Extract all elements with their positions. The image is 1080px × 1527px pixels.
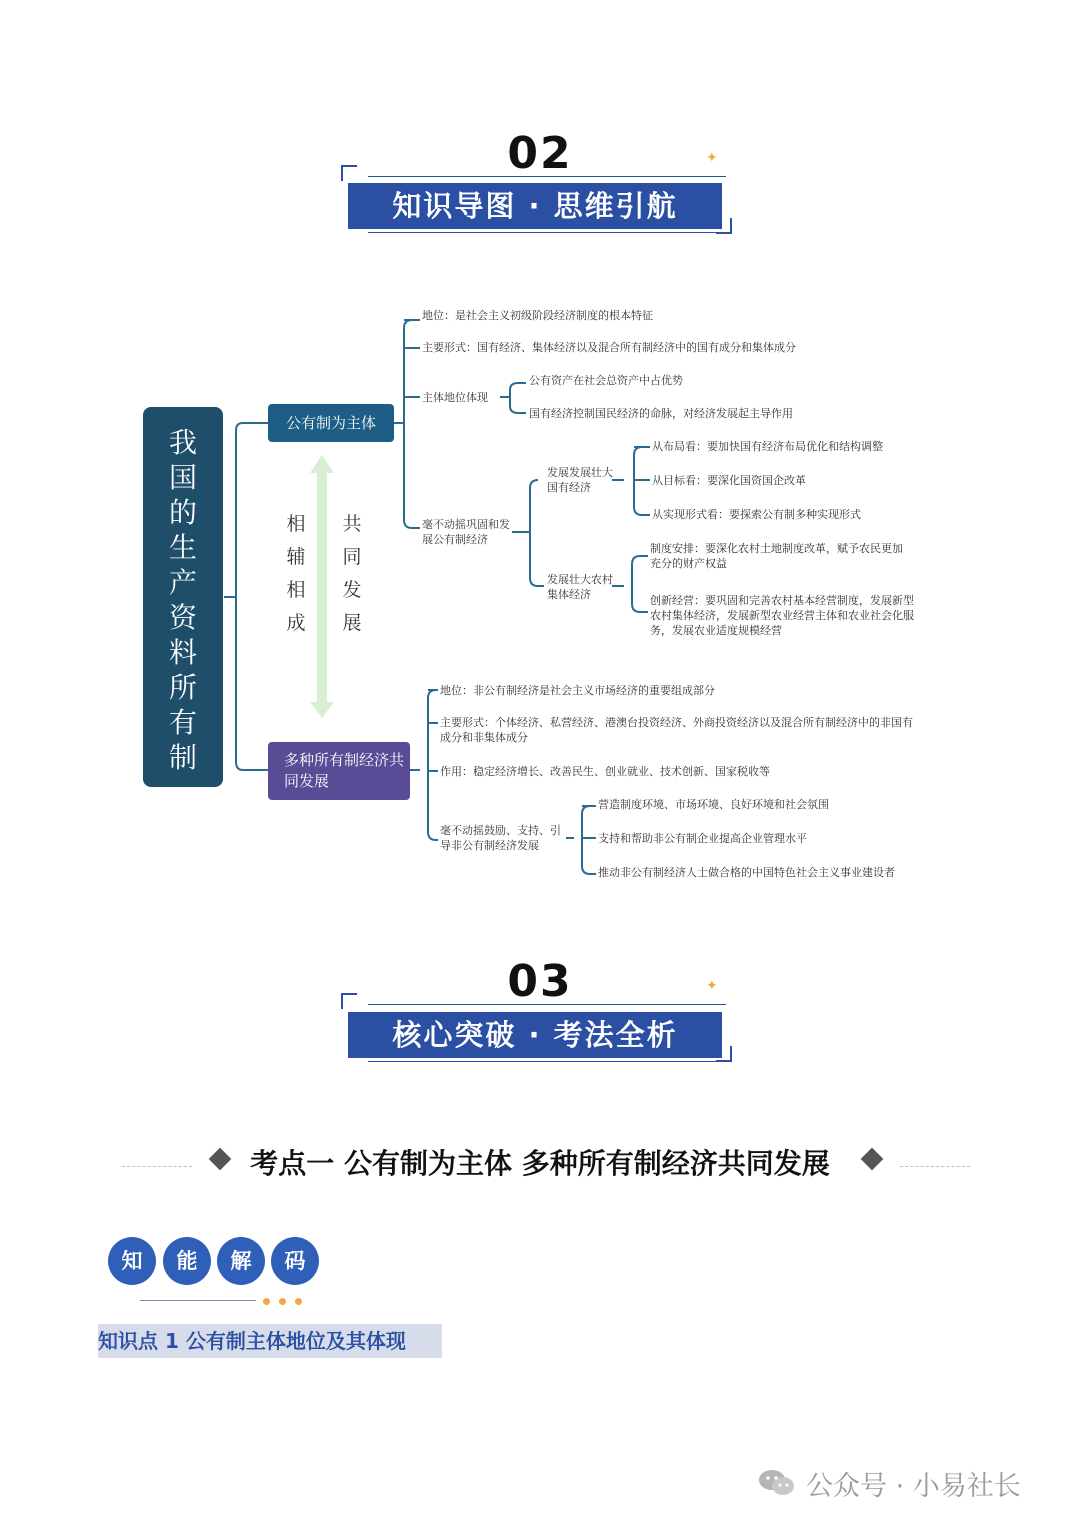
relation-left-text: 相辅相成: [286, 513, 306, 634]
leaf-encourage-3: 推动非公有制经济人士做合格的中国特色社会主义事业建设者: [598, 866, 895, 879]
sparkle-icon-2: ✦: [706, 978, 718, 994]
leaf-encourage-label: 毫不动摇鼓励、支持、引导非公有制经济发展: [440, 824, 561, 852]
sparkle-icon: ✦: [706, 150, 718, 166]
section-title-mindmap: 知识导图 · 思维引航: [348, 183, 722, 229]
wechat-icon: [758, 1468, 796, 1498]
leaf-public-status: 地位：是社会主义初级阶段经济制度的根本特征: [422, 309, 653, 322]
header3-corner-br: [716, 1046, 732, 1062]
exam-point-rule-right: [900, 1166, 970, 1167]
leaf-nonpublic-status: 地位：非公有制经济是社会主义市场经济的重要组成部分: [440, 684, 715, 697]
knowledge-point-title: 知识点 1 公有制主体地位及其体现: [98, 1324, 442, 1358]
leaf-state-3: 从实现形式看：要探索公有制多种实现形式: [652, 508, 861, 521]
dot-3: [295, 1298, 302, 1305]
badge-jie: 解: [217, 1237, 265, 1285]
watermark-text: 公众号 · 小易社长: [806, 1471, 1021, 1502]
dot-2: [279, 1298, 286, 1305]
badge-ma: 码: [271, 1237, 319, 1285]
branch-multiple-ownership: [268, 742, 410, 800]
leaf-collective-1: 制度安排：要深化农村土地制度改革，赋予农民更加充分的财产权益: [650, 542, 903, 570]
section-number-03: 03: [507, 956, 573, 1007]
leaf-nonpublic-role: 作用：稳定经济增长、改善民生、创业就业、技术创新、国家税收等: [440, 765, 770, 778]
header3-bottom-line: [368, 1061, 726, 1062]
leaf-encourage-2: 支持和帮助非公有制企业提高企业管理水平: [598, 832, 807, 845]
leaf-dominant-1: 公有资产在社会总资产中占优势: [529, 374, 683, 387]
leaf-state-label: 发展发展壮大国有经济: [547, 466, 613, 494]
leaf-state-2: 从目标看：要深化国资国企改革: [652, 474, 806, 487]
leaf-public-forms: 主要形式：国有经济、集体经济以及混合所有制经济中的国有成分和集体成分: [422, 341, 796, 354]
leaf-collective-label: 发展壮大农村集体经济: [547, 573, 613, 601]
leaf-state-1: 从布局看：要加快国有经济布局优化和结构调整: [652, 440, 883, 453]
leaf-collective-2: 创新经营：要巩固和完善农村基本经营制度，发展新型农村集体经济，发展新型农业经营主体和农业社会化服务，发展农业适度规模经营: [650, 594, 914, 637]
exam-point-title: 考点一 公有制为主体 多种所有制经济共同发展: [250, 1147, 830, 1180]
badge-underline: [140, 1300, 256, 1301]
section-title-core: 核心突破 · 考法全析: [348, 1012, 722, 1058]
badge-zhi: 知: [108, 1237, 156, 1285]
leaf-consolidate-label: 毫不动摇巩固和发展公有制经济: [422, 518, 510, 546]
badge-neng: 能: [163, 1237, 211, 1285]
leaf-encourage-1: 营造制度环境、市场环境、良好环境和社会氛围: [598, 798, 829, 811]
leaf-dominant-label: 主体地位体现: [422, 391, 488, 404]
root-label: 我国的生产资料所有制: [168, 426, 197, 774]
mindmap-root: [143, 407, 223, 787]
leaf-dominant-2: 国有经济控制国民经济的命脉，对经济发展起主导作用: [529, 407, 793, 420]
branch-multiple-ownership-label: 多种所有制经济共同发展: [284, 751, 405, 790]
section-number-02: 02: [507, 128, 573, 179]
header3-top-line: [368, 1004, 726, 1005]
header3-corner-tl: [341, 993, 357, 1009]
leaf-nonpublic-forms: 主要形式：个体经济、私营经济、港澳台投资经济、外商投资经济以及混合所有制经济中的非国有成分和非集体成分: [440, 716, 913, 744]
relation-right-text: 共同发展: [342, 513, 362, 634]
branch-public-ownership: 公有制为主体: [268, 404, 394, 442]
dot-1: [263, 1298, 270, 1305]
